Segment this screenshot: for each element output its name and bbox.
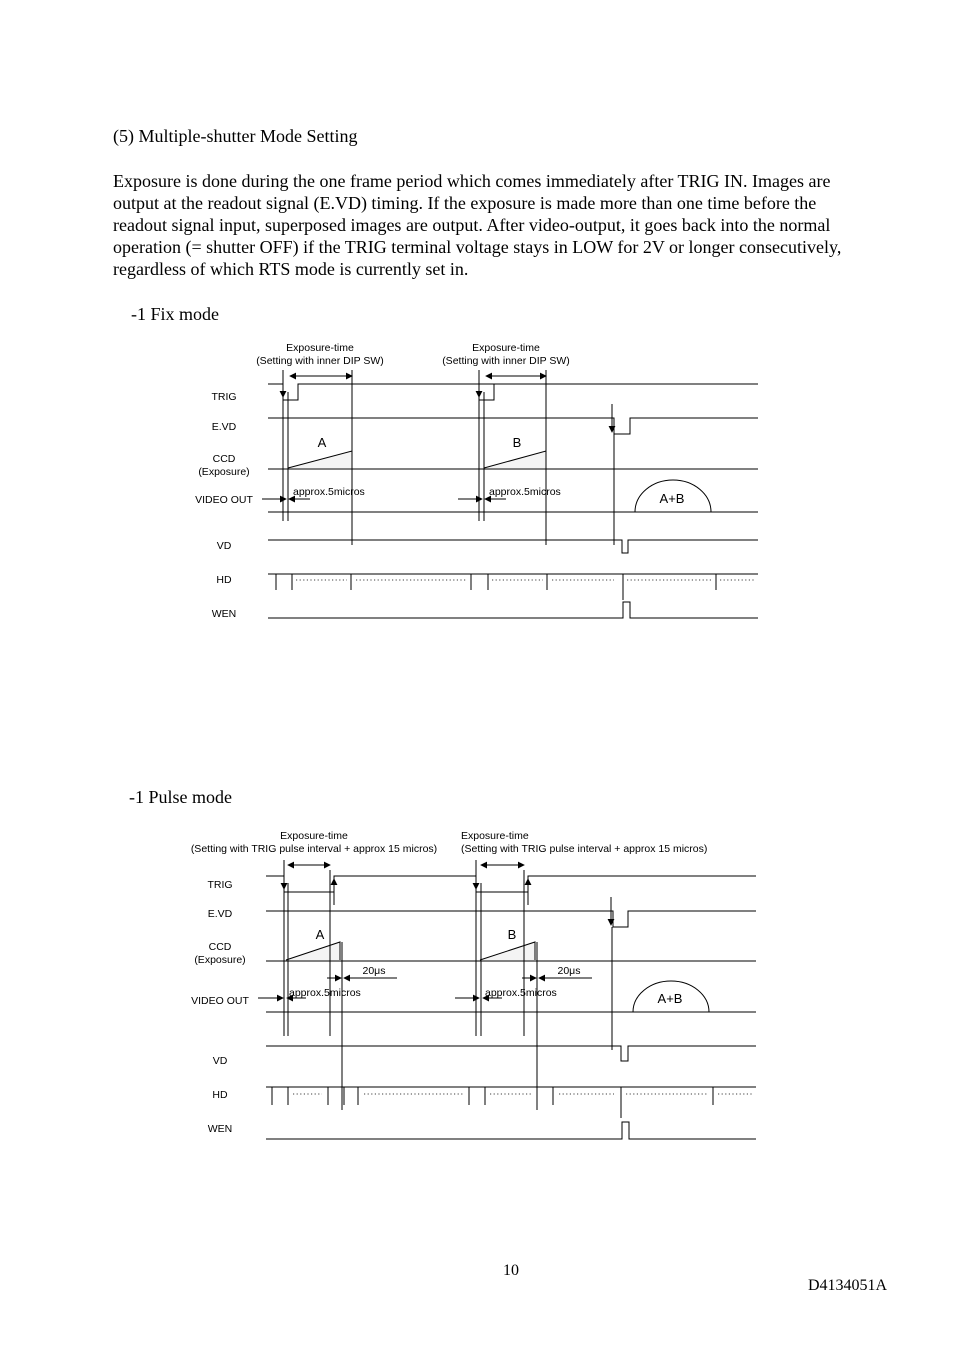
delay-label-a: approx.5micros — [293, 486, 365, 498]
signal-label-evd: E.VD — [211, 421, 237, 433]
exposure-label-a: A — [317, 435, 327, 450]
signal-label-wen: WEN — [207, 1123, 233, 1135]
signal-label-exposure: (Exposure) — [194, 954, 246, 966]
paragraph-line: regardless of which RTS mode is currently set in. — [113, 259, 469, 279]
exposure-title-a: Exposure-time — [286, 342, 354, 354]
paragraph-line: Exposure is done during the one frame period which comes immediately after TRIG IN. Images are — [113, 171, 831, 191]
paragraph-line: output at the readout signal (E.VD) timing. If the exposure is made more than one time before the — [113, 193, 817, 213]
signal-label-trig: TRIG — [211, 391, 237, 403]
section-heading: (5) Multiple-shutter Mode Setting — [113, 126, 358, 146]
delay-label-b: approx.5micros — [489, 486, 561, 498]
exposure-note-b: (Setting with TRIG pulse interval + approx 15 micros) — [461, 843, 708, 855]
pulse-mode-heading: -1 Pulse mode — [129, 787, 232, 807]
page-number: 10 — [503, 1262, 519, 1279]
document-id: D4134051A — [808, 1277, 888, 1294]
paragraph-line: operation (= shutter OFF) if the TRIG terminal voltage stays in LOW for 2V or longer consecutively, — [113, 237, 842, 257]
exposure-title-a: Exposure-time — [280, 830, 348, 842]
signal-label-video-out: VIDEO OUT — [195, 494, 253, 506]
pulse-label-b: 20μs — [557, 965, 581, 977]
signal-label-exposure: (Exposure) — [198, 466, 250, 478]
signal-label-wen: WEN — [211, 608, 237, 620]
exposure-note-a: (Setting with inner DIP SW) — [256, 355, 384, 367]
superposed-output-label: A+B — [659, 491, 685, 506]
exposure-title-b: Exposure-time — [472, 342, 540, 354]
signal-label-vd: VD — [212, 1055, 228, 1067]
signal-label-video-out: VIDEO OUT — [191, 995, 249, 1007]
signal-label-hd: HD — [216, 574, 232, 586]
exposure-label-a: A — [315, 927, 325, 942]
pulse-label-a: 20μs — [362, 965, 386, 977]
signal-label-hd: HD — [212, 1089, 228, 1101]
delay-label-a: approx.5micros — [289, 987, 361, 999]
exposure-label-b: B — [512, 435, 522, 450]
fix-mode-heading: -1 Fix mode — [131, 304, 219, 324]
paragraph-line: readout signal input, superposed images are output. After video-output, it goes back into the normal — [113, 215, 831, 235]
signal-label-trig: TRIG — [207, 879, 233, 891]
exposure-label-b: B — [507, 927, 517, 942]
signal-label-evd: E.VD — [207, 908, 233, 920]
delay-label-b: approx.5micros — [485, 987, 557, 999]
signal-label-ccd: CCD — [212, 453, 236, 465]
signal-label-ccd: CCD — [208, 941, 232, 953]
exposure-note-a: (Setting with TRIG pulse interval + approx 15 micros) — [190, 843, 438, 855]
exposure-note-b: (Setting with inner DIP SW) — [442, 355, 570, 367]
superposed-output-label: A+B — [657, 991, 683, 1006]
signal-label-vd: VD — [216, 540, 232, 552]
exposure-title-b: Exposure-time — [461, 830, 529, 842]
